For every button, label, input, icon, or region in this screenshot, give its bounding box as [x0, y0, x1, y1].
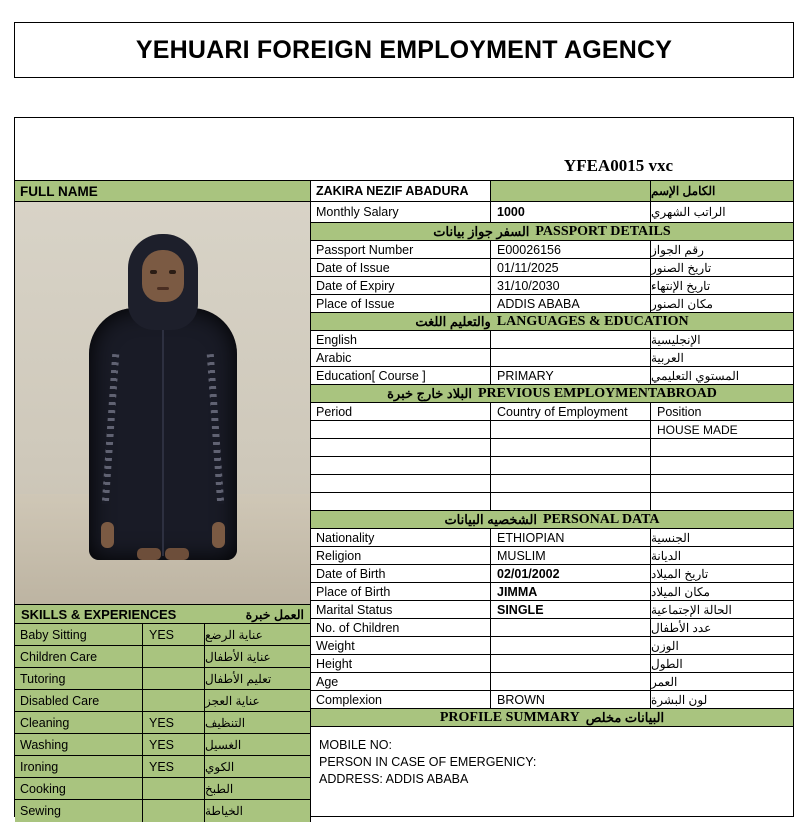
date-of-birth-label: Date of Birth: [311, 565, 491, 582]
full-name-row: [311, 181, 793, 202]
place-of-birth-label-ar: مكان الميلاد: [651, 584, 710, 599]
religion-label-ar: الديانة: [651, 548, 682, 563]
date-of-expiry-label-ar: تاريخ الإنتهاء: [651, 278, 711, 293]
previous-country-header: Country of Employment: [491, 403, 651, 420]
place-of-issue-label-ar: مكان الصنور: [651, 296, 713, 311]
languages-education-band: [311, 313, 793, 331]
right-column: [311, 180, 793, 788]
skill-value: YES: [143, 624, 205, 645]
place-of-birth-value: JIMMA: [491, 583, 651, 600]
sheet-body: [15, 180, 793, 822]
profile-summary-band: [311, 709, 793, 727]
previous-country-value: [491, 475, 651, 492]
weight-label: Weight: [311, 637, 491, 654]
skill-row: [15, 712, 310, 734]
previous-employment-row: [311, 493, 793, 511]
previous-position-value: [651, 493, 793, 510]
language-english-row: [311, 331, 793, 349]
language-english-value: [491, 331, 651, 348]
skill-row: [15, 646, 310, 668]
skills-header: [15, 605, 310, 624]
monthly-salary-label-ar: الراتب الشهري: [651, 205, 726, 219]
marital-status-label-ar: الحالة الإجتماعية: [651, 602, 732, 617]
nationality-value: ETHIOPIAN: [491, 529, 651, 546]
full-name-spacer: [491, 181, 651, 201]
profile-summary-body: [311, 727, 793, 788]
skills-header-ar: العمل خبرة: [245, 607, 304, 622]
full-name-label-ar: الكامل الإسم: [651, 181, 793, 201]
photo-figure: [88, 234, 238, 586]
complexion-value: BROWN: [491, 691, 651, 708]
skill-label-ar: تعليم الأطفال: [205, 671, 272, 686]
language-english-label-ar: الإنجليسية: [651, 332, 701, 347]
previous-country-value: [491, 457, 651, 474]
nationality-label-ar: الجنسية: [651, 530, 691, 545]
personal-data-band-en: PERSONAL DATA: [542, 511, 660, 527]
photo-robe: [89, 308, 237, 560]
photo-face: [142, 250, 184, 302]
previous-employment-band-en: PREVIOUS EMPLOYMENTABROAD: [477, 385, 717, 401]
previous-position-value: [651, 475, 793, 492]
full-name-value: ZAKIRA NEZIF ABADURA: [311, 181, 491, 201]
languages-education-band-ar: والتعليم اللغت: [415, 313, 491, 329]
photo-eye-left: [150, 270, 157, 274]
previous-position-value: [651, 439, 793, 456]
reference-row: [15, 118, 793, 180]
date-of-birth-row: [311, 565, 793, 583]
age-value: [491, 673, 651, 690]
religion-label: Religion: [311, 547, 491, 564]
date-of-birth-value: 02/01/2002: [491, 565, 651, 582]
number-of-children-label-ar: عدد الأطفال: [651, 620, 712, 635]
skill-row: [15, 690, 310, 712]
previous-period-value: [311, 475, 491, 492]
photo-foot-left: [137, 548, 161, 560]
education-row: [311, 367, 793, 385]
previous-period-value: [311, 493, 491, 510]
skill-label: Washing: [15, 734, 143, 755]
height-value: [491, 655, 651, 672]
language-arabic-value: [491, 349, 651, 366]
religion-row: [311, 547, 793, 565]
date-of-issue-label-ar: تاريخ الصنور: [651, 260, 712, 275]
skill-row: [15, 800, 310, 822]
previous-position-value: HOUSE MADE: [657, 422, 738, 437]
monthly-salary-label: Monthly Salary: [311, 202, 491, 222]
language-english-label: English: [311, 331, 491, 348]
skill-value: [143, 778, 205, 799]
previous-period-header: Period: [311, 403, 491, 420]
place-of-issue-value: ADDIS ABABA: [491, 295, 651, 312]
previous-employment-row: [311, 439, 793, 457]
applicant-photo: [15, 202, 310, 605]
skills-header-en: SKILLS & EXPERIENCES: [21, 606, 177, 622]
previous-position-value: [651, 457, 793, 474]
passport-number-label: Passport Number: [311, 241, 491, 258]
skill-value: [143, 646, 205, 667]
skill-label-ar: الكوي: [205, 759, 235, 774]
marital-status-label: Marital Status: [311, 601, 491, 618]
number-of-children-label: No. of Children: [311, 619, 491, 636]
nationality-row: [311, 529, 793, 547]
complexion-label: Complexion: [311, 691, 491, 708]
passport-number-label-ar: رقم الجواز: [651, 242, 704, 257]
skill-label: Tutoring: [15, 668, 143, 689]
skill-row: [15, 778, 310, 800]
reference-code: YFEA0015 vxc: [563, 156, 673, 175]
language-arabic-label-ar: العربية: [651, 350, 684, 365]
weight-value: [491, 637, 651, 654]
cv-sheet: [14, 117, 794, 817]
number-of-children-value: [491, 619, 651, 636]
education-label-ar: المستوي التعليمي: [651, 368, 740, 383]
previous-employment-row: [311, 421, 793, 439]
skill-label: Sewing: [15, 800, 143, 822]
passport-details-band-ar: السفر جواز بيانات: [433, 223, 530, 239]
weight-row: [311, 637, 793, 655]
place-of-birth-label: Place of Birth: [311, 583, 491, 600]
passport-number-row: [311, 241, 793, 259]
skill-label: Ironing: [15, 756, 143, 777]
nationality-label: Nationality: [311, 529, 491, 546]
skill-label-ar: الطبخ: [205, 781, 234, 796]
date-of-issue-value: 01/11/2025: [491, 259, 651, 276]
height-row: [311, 655, 793, 673]
skill-value: YES: [143, 734, 205, 755]
skill-label-ar: عناية العجز: [205, 693, 260, 708]
mobile-no-line: MOBILE NO:: [319, 738, 392, 752]
skill-label-ar: التنظيف: [205, 715, 246, 730]
age-label-ar: العمر: [651, 674, 678, 689]
skill-value: YES: [143, 756, 205, 777]
languages-education-band-en: LANGUAGES & EDUCATION: [496, 313, 689, 329]
date-of-birth-label-ar: تاريخ الميلاد: [651, 566, 709, 581]
skill-label-ar: الخياطة: [205, 804, 243, 818]
height-label: Height: [311, 655, 491, 672]
left-column: [15, 180, 311, 822]
profile-summary-band-en: PROFILE SUMMARY: [439, 709, 580, 725]
date-of-expiry-value: 31/10/2030: [491, 277, 651, 294]
passport-details-band: [311, 223, 793, 241]
skill-value: [143, 668, 205, 689]
religion-value: MUSLIM: [491, 547, 651, 564]
previous-country-value: [491, 493, 651, 510]
skill-row: [15, 756, 310, 778]
place-of-issue-row: [311, 295, 793, 313]
photo-foot-right: [165, 548, 189, 560]
number-of-children-row: [311, 619, 793, 637]
monthly-salary-row: [311, 202, 793, 223]
previous-employment-band-ar: البلاد خارج خبرة: [387, 385, 472, 401]
emergency-contact-line: PERSON IN CASE OF EMERGENICY:: [319, 754, 537, 769]
marital-status-row: [311, 601, 793, 619]
language-arabic-label: Arabic: [311, 349, 491, 366]
date-of-expiry-label: Date of Expiry: [311, 277, 491, 294]
skill-label: Children Care: [15, 646, 143, 667]
skill-label-ar: الغسيل: [205, 737, 242, 752]
profile-summary-band-ar: البيانات مخلص: [585, 709, 665, 725]
skill-row: [15, 624, 310, 646]
skill-label: Cooking: [15, 778, 143, 799]
skill-value: [143, 800, 205, 822]
skill-label: Baby Sitting: [15, 624, 143, 645]
skill-row: [15, 734, 310, 756]
date-of-issue-row: [311, 259, 793, 277]
photo-hijab: [128, 234, 198, 330]
previous-employment-header: [311, 403, 793, 421]
skill-label-ar: عناية الرضع: [205, 627, 263, 642]
previous-period-value: [311, 457, 491, 474]
skill-label: Disabled Care: [15, 690, 143, 711]
education-value: PRIMARY: [491, 367, 651, 384]
skill-label-ar: عناية الأطفال: [205, 649, 271, 664]
monthly-salary-value: 1000: [491, 202, 651, 222]
complexion-row: [311, 691, 793, 709]
age-row: [311, 673, 793, 691]
previous-employment-band: [311, 385, 793, 403]
date-of-expiry-row: [311, 277, 793, 295]
previous-country-value: [491, 421, 651, 438]
previous-country-value: [491, 439, 651, 456]
passport-details-band-en: PASSPORT DETAILS: [535, 223, 671, 239]
photo-eye-right: [169, 270, 176, 274]
education-label: Education[ Course ]: [311, 367, 491, 384]
photo-stripe-left: [101, 354, 118, 504]
age-label: Age: [311, 673, 491, 690]
height-label-ar: الطول: [651, 656, 683, 671]
marital-status-value: SINGLE: [491, 601, 651, 618]
skill-row: [15, 668, 310, 690]
previous-period-value: [311, 439, 491, 456]
personal-data-band-ar: الشخصيه البيانات: [444, 511, 537, 527]
complexion-label-ar: لون البشرة: [651, 692, 708, 707]
title-banner: [14, 22, 794, 78]
photo-stripe-right: [206, 354, 223, 504]
skill-value: [143, 690, 205, 711]
photo-hand-left: [101, 522, 114, 548]
address-line: ADDRESS: ADDIS ABABA: [319, 771, 469, 786]
photo-hand-right: [212, 522, 225, 548]
page-title: YEHUARI FOREIGN EMPLOYMENT AGENCY: [135, 35, 673, 64]
personal-data-band: [311, 511, 793, 529]
weight-label-ar: الوزن: [651, 638, 679, 653]
place-of-issue-label: Place of Issue: [311, 295, 491, 312]
place-of-birth-row: [311, 583, 793, 601]
full-name-header: FULL NAME: [15, 181, 310, 202]
photo-mouth: [157, 287, 169, 290]
passport-number-value: E00026156: [491, 241, 651, 258]
previous-position-header: Position: [657, 404, 702, 419]
date-of-issue-label: Date of Issue: [311, 259, 491, 276]
previous-period-value: [311, 421, 491, 438]
skill-value: YES: [143, 712, 205, 733]
previous-employment-row: [311, 475, 793, 493]
skill-label: Cleaning: [15, 712, 143, 733]
previous-employment-row: [311, 457, 793, 475]
language-arabic-row: [311, 349, 793, 367]
